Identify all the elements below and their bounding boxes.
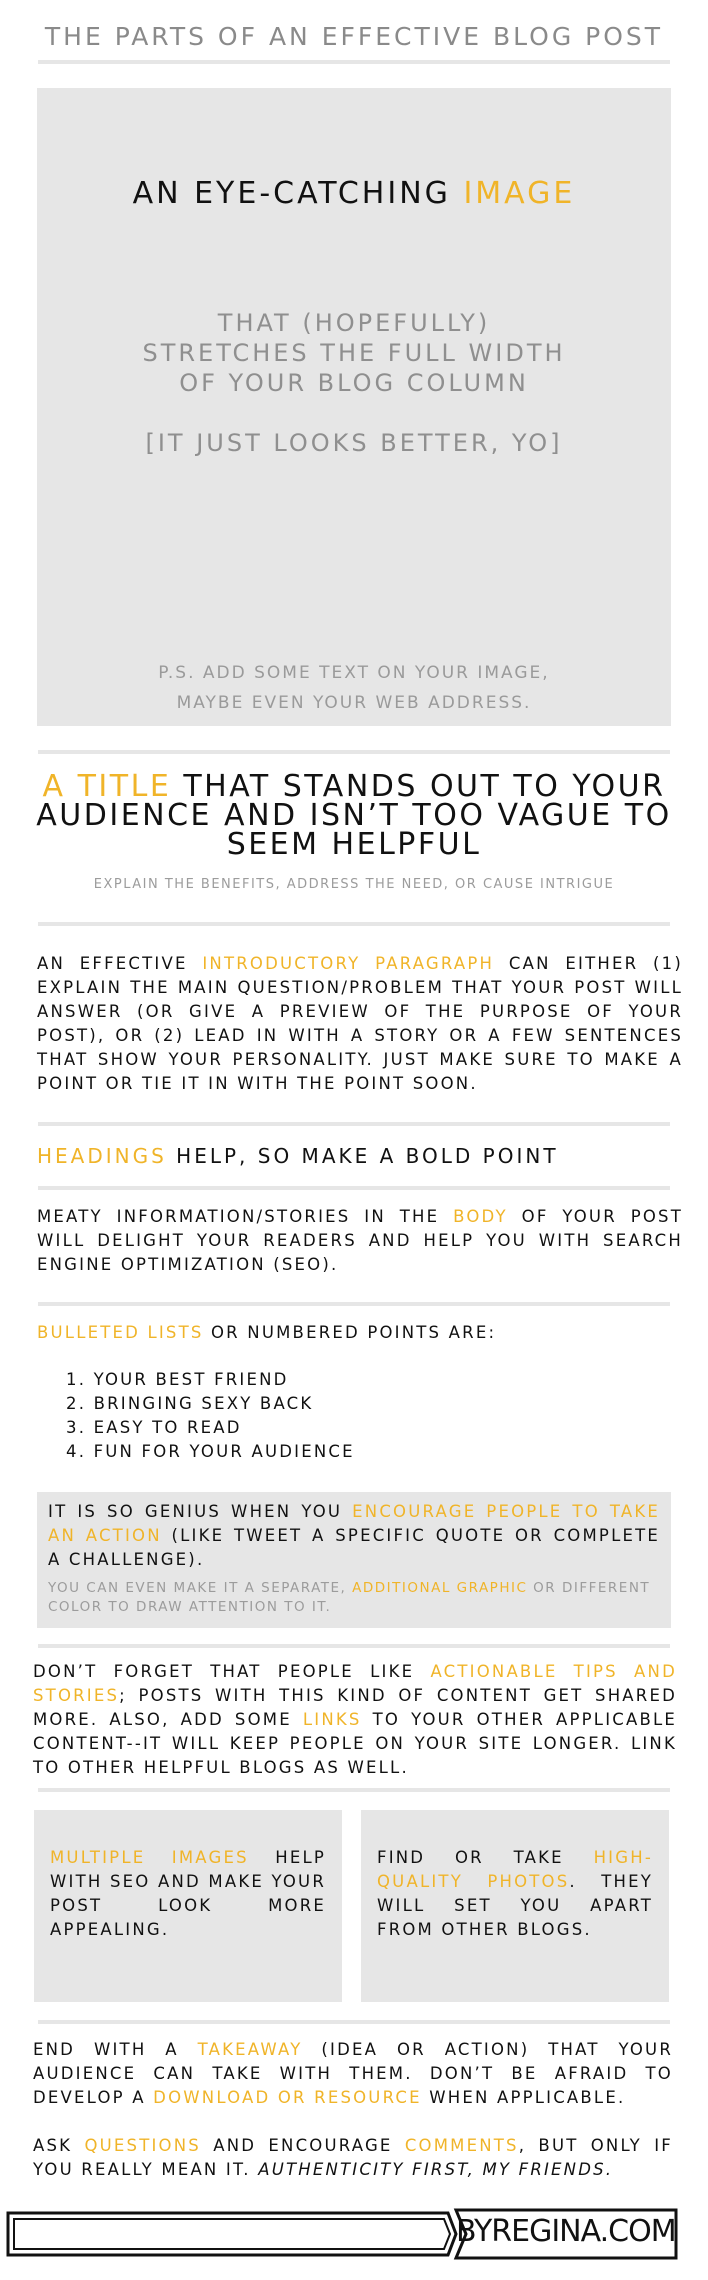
list-item: 3. EASY TO READ: [66, 1418, 242, 1437]
divider: [38, 1122, 670, 1126]
divider: [38, 60, 670, 64]
divider: [38, 750, 670, 754]
title-section-subtext: EXPLAIN THE BENEFITS, ADDRESS THE NEED, OR CAUSE INTRIGUE: [93, 877, 615, 892]
multiple-images-box: [34, 1810, 342, 2002]
divider: [38, 922, 670, 926]
divider: [38, 1302, 670, 1306]
photos-text: FIND OR TAKE HIGH-QUALITY PHOTOS. THEY WILL SET YOU APART FROM OTHER BLOGS.: [377, 1848, 653, 1939]
image-section-ps: P.S. ADD SOME TEXT ON YOUR IMAGE, MAYBE EVEN YOUR WEB ADDRESS.: [158, 663, 550, 713]
multiple-images-text: MULTIPLE IMAGES HELP WITH SEO AND MAKE YOUR POST LOOK MORE APPEALING.: [50, 1848, 326, 1939]
divider: [38, 1788, 670, 1792]
headings-line: HEADINGS HELP, SO MAKE A BOLD POINT: [37, 1144, 559, 1168]
title-section-heading: A TITLE THAT STANDS OUT TO YOUR AUDIENCE AND ISN’T TOO VAGUE TO SEEM HELPFUL: [36, 769, 672, 862]
lists-intro: BULLETED LISTS OR NUMBERED POINTS ARE:: [37, 1323, 497, 1342]
list-item: 4. FUN FOR YOUR AUDIENCE: [66, 1442, 355, 1461]
tips-paragraph: DON’T FORGET THAT PEOPLE LIKE ACTIONABLE TIPS AND STORIES; POSTS WITH THIS KIND OF CONTENT GET SHARED MORE. ALSO, ADD SOME LINKS TO YOUR OTHER APPLICABLE CONTENT--IT WILL KEEP PEOPLE ON YOUR SITE LONGER. LINK TO OTHER HELPFUL BLOGS AS WELL.: [33, 1662, 678, 1777]
call-to-action-text: IT IS SO GENIUS WHEN YOU ENCOURAGE PEOPLE TO TAKE AN ACTION (LIKE TWEET A SPECIFIC QUOTE OR COMPLETE A CHALLENGE).: [48, 1502, 660, 1569]
list-item: 1. YOUR BEST FRIEND: [66, 1370, 289, 1389]
divider: [38, 1644, 670, 1648]
body-paragraph: MEATY INFORMATION/STORIES IN THE BODY OF YOUR POST WILL DELIGHT YOUR READERS AND HELP YOU WITH SEARCH ENGINE OPTIMIZATION (SEO).: [37, 1207, 683, 1274]
divider: [38, 2020, 670, 2024]
image-section-title: AN EYE-CATCHING IMAGE: [132, 176, 576, 211]
call-to-action-box: [37, 1492, 671, 1628]
image-section-subtext: THAT (HOPEFULLY) STRETCHES THE FULL WIDTH OF YOUR BLOG COLUMN [IT JUST LOOKS BETTER, YO]: [142, 309, 566, 457]
numbered-list: [66, 1368, 355, 1464]
list-item: 2. BRINGING SEXY BACK: [66, 1394, 314, 1413]
brand-logo: BYREGINA.COM: [456, 2214, 676, 2249]
takeaway-paragraph: END WITH A TAKEAWAY (IDEA OR ACTION) THAT YOUR AUDIENCE CAN TAKE WITH THEM. DON’T BE AFRAID TO DEVELOP A DOWNLOAD OR RESOURCE WHEN APPLICABLE.: [33, 2040, 673, 2107]
questions-paragraph: ASK QUESTIONS AND ENCOURAGE COMMENTS, BUT ONLY IF YOU REALLY MEAN IT. AUTHENTICITY FIRST, MY FRIENDS.: [33, 2136, 673, 2179]
image-placeholder: [37, 88, 671, 726]
divider: [38, 1186, 670, 1190]
photos-box: [361, 1810, 669, 2002]
intro-paragraph: AN EFFECTIVE INTRODUCTORY PARAGRAPH CAN EITHER (1) EXPLAIN THE MAIN QUESTION/PROBLEM THAT YOUR POST WILL ANSWER (OR GIVE A PREVIEW OF THE PURPOSE OF YOUR POST), OR (2) LEAD IN WITH A STORY OR A FEW SENTENCES THAT SHOW YOUR PERSONALITY. JUST MAKE SURE TO MAKE A POINT OR TIE IT IN WITH THE POINT SOON.: [37, 954, 683, 1093]
call-to-action-subtext: YOU CAN EVEN MAKE IT A SEPARATE, ADDITIONAL GRAPHIC OR DIFFERENT COLOR TO DRAW ATTENTION TO IT.: [48, 1580, 651, 1615]
infographic-title: THE PARTS OF AN EFFECTIVE BLOG POST: [44, 22, 664, 51]
